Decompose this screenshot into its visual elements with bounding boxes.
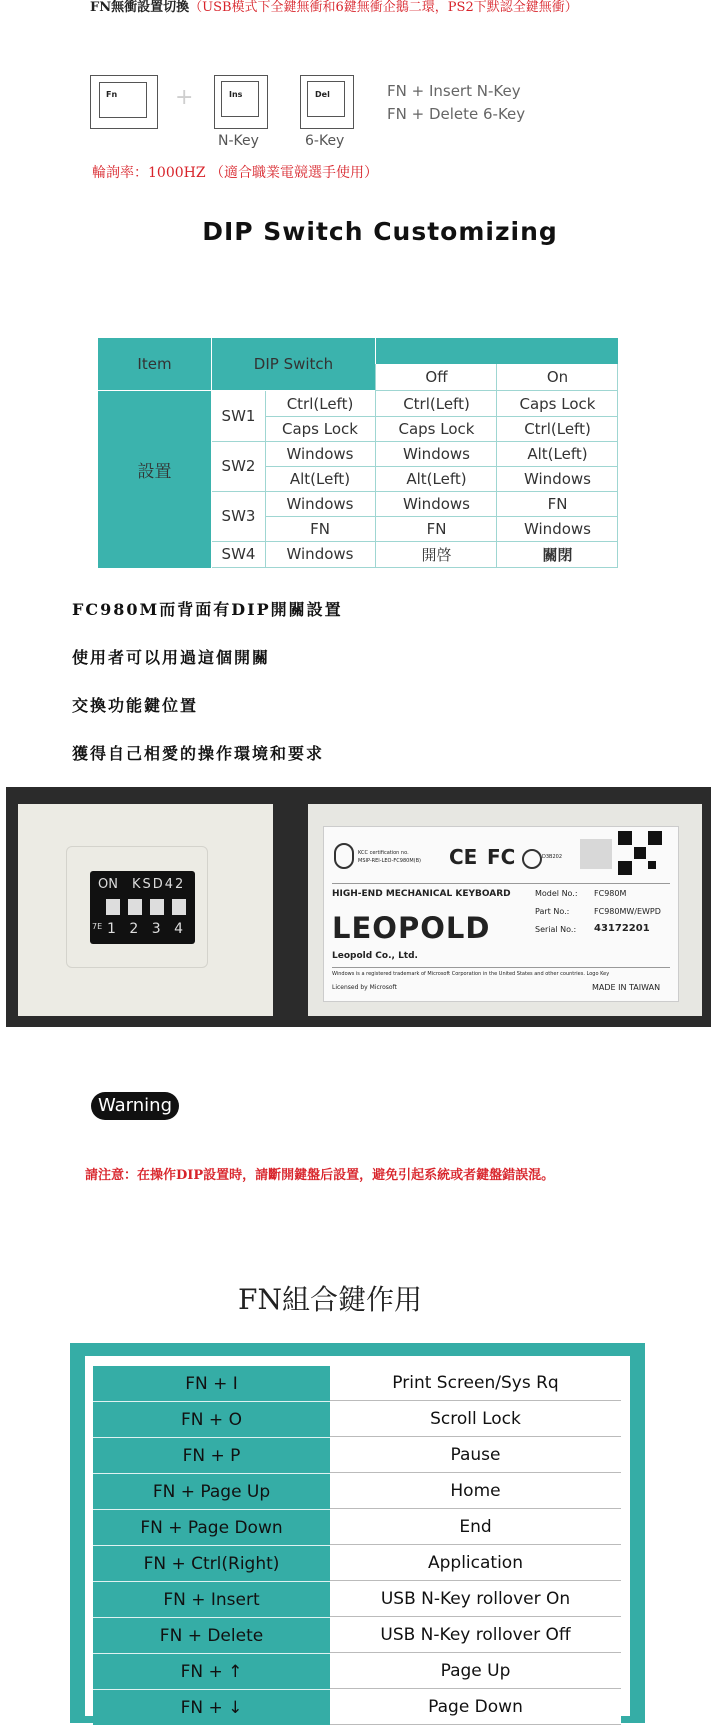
warning-text: 請注意：在操作DIP設置時，請斷開鍵盤后設置，避免引起系統或者鍵盤錯誤混。 xyxy=(85,1168,555,1183)
serial-label: Serial No.: xyxy=(535,925,577,934)
fn-delete-text: FN + Delete 6-Key xyxy=(387,105,526,123)
ins-keycap-label: Ins xyxy=(229,90,243,99)
del-keycap xyxy=(300,75,354,129)
fn-row xyxy=(93,1402,621,1438)
fn-row-key: FN + Delete xyxy=(93,1618,330,1653)
fn-row-key: FN + O xyxy=(93,1402,330,1437)
dip-head-switch: DIP Switch xyxy=(212,338,375,390)
dip-group-label: 設置 xyxy=(98,391,211,568)
fn-mode-note: （USB模式下全鍵無衝和6鍵無衝企鵝二環，PS2下默認全鍵無衝） xyxy=(189,0,578,15)
fn-row-key: FN + Insert xyxy=(93,1582,330,1617)
fn-row-key: FN + ↓ xyxy=(93,1690,330,1725)
fn-row xyxy=(93,1510,621,1546)
dip-desc-line: FC980M而背面有DIP開關設置 xyxy=(72,600,343,619)
fn-row xyxy=(93,1690,621,1726)
sw3-label: SW3 xyxy=(221,507,256,525)
fn-row-value: Print Screen/Sys Rq xyxy=(330,1366,621,1401)
serial-value: 43172201 xyxy=(594,923,650,934)
fn-row-value: Scroll Lock xyxy=(330,1402,621,1437)
holo-sticker xyxy=(580,839,612,869)
dip-row-on: 關閉 xyxy=(542,545,573,564)
dip-row-key: FN xyxy=(310,519,330,538)
kcc-text: KCC certification no. xyxy=(358,850,409,856)
dip-row-off: FN xyxy=(426,519,447,538)
fn-section-title: FN組合鍵作用 xyxy=(238,1283,422,1316)
fn-row-value: Application xyxy=(330,1546,621,1581)
sw2-label: SW2 xyxy=(221,457,256,475)
fn-row xyxy=(93,1474,621,1510)
fn-row xyxy=(93,1618,621,1654)
fn-row xyxy=(93,1582,621,1618)
licensed-text: Licensed by Microsoft xyxy=(332,984,397,991)
dip-section-title: DIP Switch Customizing xyxy=(202,217,558,246)
ce-mark: CE xyxy=(449,845,478,869)
made-in-text: MADE IN TAIWAN xyxy=(592,983,661,992)
warning-badge: Warning xyxy=(91,1092,179,1120)
brand-logo: LEOPOLD xyxy=(332,911,491,945)
fn-keycap-label: Fn xyxy=(106,90,118,99)
sixkey-label: 6-Key xyxy=(305,133,345,149)
fn-row xyxy=(93,1546,621,1582)
fn-row-value: Pause xyxy=(330,1438,621,1473)
fn-row xyxy=(93,1366,621,1402)
fn-row-value: USB N-Key rollover Off xyxy=(330,1618,621,1653)
fn-mode-line xyxy=(90,0,578,15)
dip-row-on: Caps Lock xyxy=(519,394,596,413)
fn-row-value: Page Up xyxy=(330,1654,621,1689)
fn-row-value: Home xyxy=(330,1474,621,1509)
dip-row-key: Caps Lock xyxy=(282,419,358,438)
fn-insert-text: FN + Insert N-Key xyxy=(387,82,521,100)
dip-on-label: ON xyxy=(98,877,118,892)
dip-row-off: Caps Lock xyxy=(398,419,475,438)
dip-top-label: KSD42 xyxy=(132,877,186,892)
dip-row-key: Windows xyxy=(286,545,354,563)
kcc-icon xyxy=(334,843,354,869)
fn-row-key: FN + ↑ xyxy=(93,1654,330,1689)
dip-numbers: 1 2 3 4 xyxy=(107,921,183,937)
dip-row-off: Alt(Left) xyxy=(406,469,467,488)
dip-head-off: Off xyxy=(425,368,448,386)
dip-row-on: Ctrl(Left) xyxy=(524,419,591,438)
msip-text: MSIP-REI-LEO-FC980M(B) xyxy=(358,858,421,864)
fn-row xyxy=(93,1438,621,1474)
plus-sign: + xyxy=(175,85,194,110)
rohs-icon xyxy=(522,849,542,869)
fn-row-key: FN + Ctrl(Right) xyxy=(93,1546,330,1581)
polling-rate: 輪詢率：1000HZ （適合職業電競選手使用） xyxy=(92,165,379,181)
fc-mark: FC xyxy=(487,845,516,869)
keyboard-title: HIGH-END MECHANICAL KEYBOARD xyxy=(332,889,511,899)
company-name: Leopold Co., Ltd. xyxy=(332,951,418,961)
fn-row xyxy=(93,1654,621,1690)
dip-row-on: Alt(Left) xyxy=(527,444,588,463)
dip-row-key: Alt(Left) xyxy=(289,469,351,488)
sw4-label: SW4 xyxy=(221,545,256,563)
product-label xyxy=(323,826,679,1002)
dip-row-off: Ctrl(Left) xyxy=(403,394,470,413)
model-value: FC980M xyxy=(594,889,627,898)
dip-row-off: Windows xyxy=(403,444,470,463)
dip-row-on: Windows xyxy=(524,519,591,538)
dip-head-band xyxy=(376,338,618,364)
dip-table xyxy=(98,338,618,568)
part-label: Part No.: xyxy=(535,907,570,916)
qr-code xyxy=(618,831,662,875)
nkey-label: N-Key xyxy=(218,133,259,149)
sw1-label: SW1 xyxy=(221,407,256,425)
dip-switch-block xyxy=(90,871,195,944)
d-code: D3B202 xyxy=(542,854,563,860)
dip-head-item: Item xyxy=(98,338,211,390)
fn-row-key: FN + Page Down xyxy=(93,1510,330,1545)
fn-row-key: FN + Page Up xyxy=(93,1474,330,1509)
model-label: Model No.: xyxy=(535,889,578,898)
dip-row-off: Windows xyxy=(403,494,470,513)
dip-desc-line: 使用者可以用過這個開關 xyxy=(72,648,271,667)
fn-mode-title: FN無衝設置切換 xyxy=(90,0,190,15)
trademark-text: Windows is a registered trademark of Microsoft Corporation in the United States and other countries. Logo Key xyxy=(332,971,610,977)
fn-row-key: FN + I xyxy=(93,1366,330,1401)
fn-row-value: USB N-Key rollover On xyxy=(330,1582,621,1617)
dip-row-key: Windows xyxy=(286,494,354,513)
dip-row-key: Ctrl(Left) xyxy=(286,394,354,413)
dip-row-on: Windows xyxy=(524,469,591,488)
del-keycap-label: Del xyxy=(315,90,330,99)
part-value: FC980MW/EWPD xyxy=(594,907,661,916)
dip-head-on: On xyxy=(546,368,569,386)
fn-row-value: End xyxy=(330,1510,621,1545)
fn-row-value: Page Down xyxy=(330,1690,621,1725)
ins-keycap xyxy=(214,75,268,129)
dip-row-off: 開啓 xyxy=(421,545,452,564)
dip-row-key: Windows xyxy=(286,444,354,463)
dip-desc-line: 獲得自己相愛的操作環境和要求 xyxy=(72,744,325,763)
fn-keycap xyxy=(90,75,158,129)
dip-row-on: FN xyxy=(547,494,568,513)
dip-small-label: 7E xyxy=(92,922,103,931)
fn-row-key: FN + P xyxy=(93,1438,330,1473)
dip-desc-line: 交換功能鍵位置 xyxy=(72,696,199,715)
